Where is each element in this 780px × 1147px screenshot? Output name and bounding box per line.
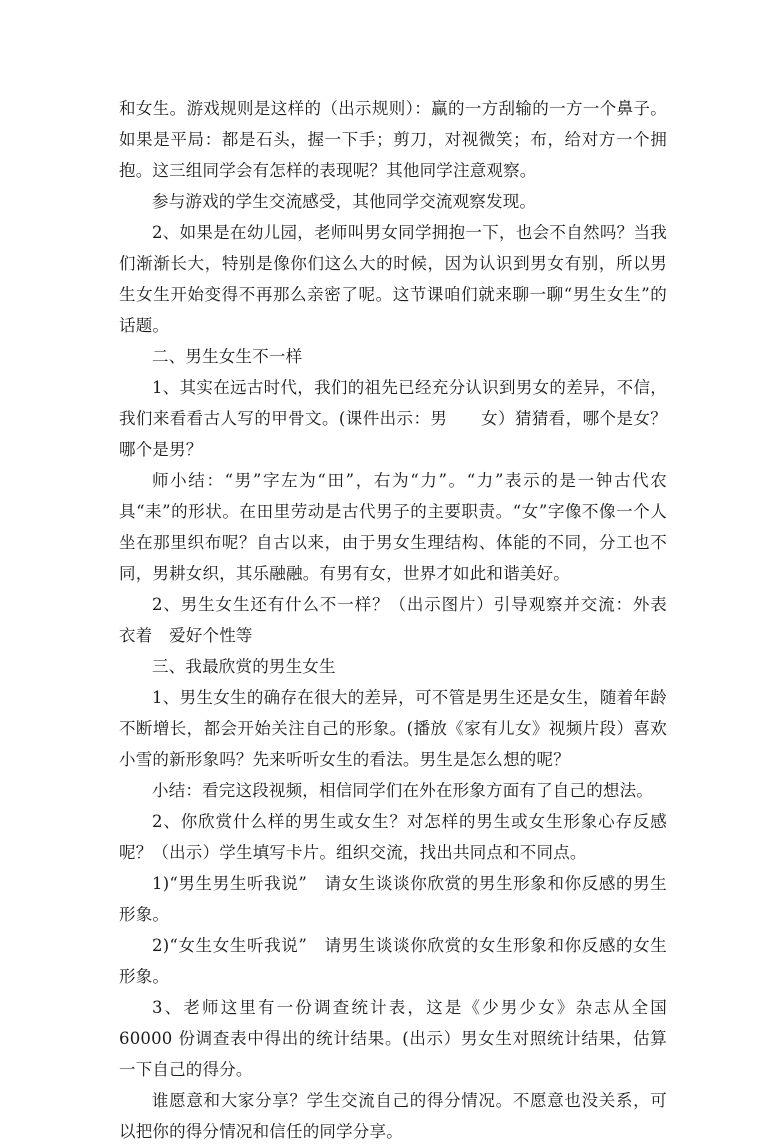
paragraph-video-summary: 小结：看完这段视频，相信同学们在外在形象方面有了自己的想法。 (152, 781, 653, 800)
paragraph-teacher-summary: 师小结：“男”字左为“田”，右为“力”。“力”表示的是一钟古代农具“耒”的形状。在田里劳动是古代男子的主要职责。“女”字像不像一个人坐在那里织布呢？自古以来，由于男女生理结构、体能的不同，分工也不同，男耕女织，其乐融融。有男有女，世界才如此和谐美好。 (119, 471, 667, 583)
paragraph-share-score: 谁愿意和大家分享？学生交流自己的得分情况。不愿意也没关系，可以把你的得分情况和信任的同学分享。 (119, 1091, 667, 1141)
paragraph-kindergarten-question: 2、如果是在幼儿园，老师叫男女同学拥抱一下，也会不自然吗？当我们渐渐长大，特别是像你们这么大的时候，因为认识到男女有别，所以男生女生开始变得不再那么亲密了呢。这节课咱们就来聊一聊“男生女生”的话题。 (119, 223, 667, 335)
paragraph-other-differences: 2、男生女生还有什么不一样？（出示图片）引导观察并交流：外表 衣着 爱好个性等 (119, 595, 684, 645)
paragraph-oracle-bone-script: 1、其实在远古时代，我们的祖先已经充分认识到男女的差异，不信，我们来看看古人写的甲骨文。(课件出示：男 女）猜猜看，哪个是女？哪个是男？ (119, 378, 667, 459)
list-item-girls-listen: 2)“女生女生听我说” 请男生谈谈你欣赏的女生形象和你反感的女生形象。 (119, 936, 667, 986)
paragraph-game-rules: 和女生。游戏规则是这样的（出示规则）：赢的一方刮输的一方一个鼻子。如果是平局：都是石头，握一下手；剪刀，对视微笑；布，给对方一个拥抱。这三组同学会有怎样的表现呢？其他同学注意观察。 (119, 99, 667, 180)
document-body (119, 93, 684, 1147)
paragraph-survey-table: 3、老师这里有一份调查统计表，这是《少男少女》杂志从全国 60000 份调查表中得出的统计结果。(出示）男女生对照统计结果，估算一下自己的得分。 (119, 998, 667, 1079)
section-heading-different: 二、男生女生不一样 (152, 347, 303, 366)
list-item-boys-listen: 1)“男生男生听我说” 请女生谈谈你欣赏的男生形象和你反感的男生形象。 (119, 874, 667, 924)
paragraph-share-feelings: 参与游戏的学生交流感受，其他同学交流观察发现。 (152, 192, 537, 211)
section-heading-admired: 三、我最欣赏的男生女生 (152, 657, 336, 676)
paragraph-video-clip: 1、男生女生的确存在很大的差异，可不管是男生还是女生，随着年龄不断增长，都会开始关注自己的形象。(播放《家有儿女》视频片段）喜欢小雪的新形象吗？先来听听女生的看法。男生是怎么想的呢？ (119, 688, 667, 769)
paragraph-admire-question: 2、你欣赏什么样的男生或女生？对怎样的男生或女生形象心存反感呢？（出示）学生填写卡片。组织交流，找出共同点和不同点。 (119, 812, 667, 862)
